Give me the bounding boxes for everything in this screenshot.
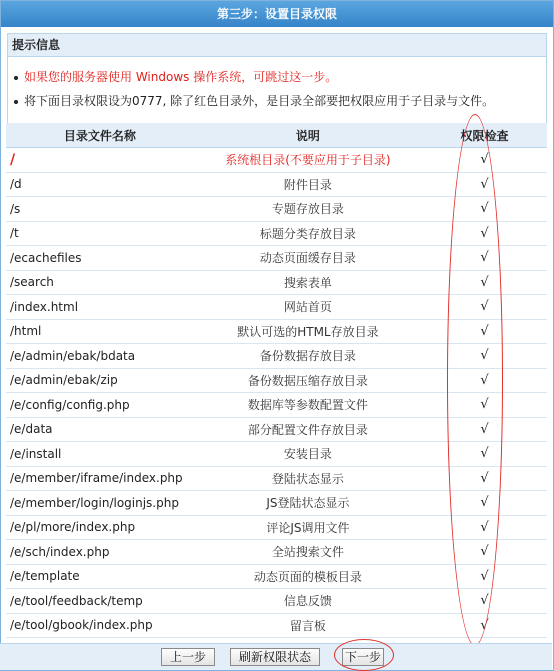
button-bar [0, 643, 552, 670]
bullet-icon [14, 100, 18, 104]
path-cell: /e/template [6, 564, 194, 589]
check-cell: √ [422, 270, 547, 295]
header-check: 权限检查 [422, 123, 547, 148]
table-row [6, 197, 547, 222]
table-row [6, 417, 547, 442]
desc-cell: 登陆状态显示 [194, 466, 422, 491]
path-cell: /search [6, 270, 194, 295]
table-row [6, 148, 547, 173]
check-cell: √ [422, 295, 547, 320]
check-cell: √ [422, 540, 547, 565]
table-row [6, 319, 547, 344]
check-cell: √ [422, 393, 547, 418]
check-cell: √ [422, 221, 547, 246]
tip-item [14, 65, 542, 89]
desc-cell: 全站搜索文件 [194, 540, 422, 565]
desc-cell: 数据库等参数配置文件 [194, 393, 422, 418]
check-cell: √ [422, 491, 547, 516]
refresh-permissions-button[interactable]: 刷新权限状态 [230, 648, 320, 666]
path-cell: /e/tool/gbook/index.php [6, 613, 194, 638]
path-cell: /e/tool/feedback/temp [6, 589, 194, 614]
desc-cell: 系统根目录(不要应用于子目录) [194, 148, 422, 173]
desc-cell: 默认可选的HTML存放目录 [194, 319, 422, 344]
check-cell: √ [422, 466, 547, 491]
check-cell: √ [422, 319, 547, 344]
desc-cell: 备份数据存放目录 [194, 344, 422, 369]
tip-item [14, 89, 542, 113]
path-cell: /e/pl/more/index.php [6, 515, 194, 540]
path-cell: /html [6, 319, 194, 344]
check-cell: √ [422, 172, 547, 197]
check-cell: √ [422, 564, 547, 589]
header-path: 目录文件名称 [6, 123, 194, 148]
table-row [6, 270, 547, 295]
table-row [6, 221, 547, 246]
table-row [6, 540, 547, 565]
next-step-button[interactable]: 下一步 [342, 648, 384, 666]
path-cell: /d [6, 172, 194, 197]
path-cell: /index.html [6, 295, 194, 320]
path-cell: /e/admin/ebak/bdata [6, 344, 194, 369]
table-row [6, 344, 547, 369]
path-cell: / [6, 148, 194, 173]
path-cell: /ecachefiles [6, 246, 194, 271]
desc-cell: 专题存放目录 [194, 197, 422, 222]
desc-cell: 部分配置文件存放目录 [194, 417, 422, 442]
desc-cell: 搜索表单 [194, 270, 422, 295]
desc-cell: 附件目录 [194, 172, 422, 197]
path-cell: /s [6, 197, 194, 222]
path-cell: /e/data [6, 417, 194, 442]
desc-cell: 信息反馈 [194, 589, 422, 614]
check-cell: √ [422, 515, 547, 540]
path-cell: /e/install [6, 442, 194, 467]
path-cell: /e/member/login/loginjs.php [6, 491, 194, 516]
check-cell: √ [422, 344, 547, 369]
table-row [6, 466, 547, 491]
path-cell: /e/config/config.php [6, 393, 194, 418]
table-row [6, 589, 547, 614]
desc-cell: 动态页面的模板目录 [194, 564, 422, 589]
permission-table [6, 123, 547, 638]
path-cell: /e/admin/ebak/zip [6, 368, 194, 393]
check-cell: √ [422, 246, 547, 271]
path-cell: /e/member/iframe/index.php [6, 466, 194, 491]
desc-cell: 标题分类存放目录 [194, 221, 422, 246]
table-row [6, 246, 547, 271]
desc-cell: 安装目录 [194, 442, 422, 467]
path-cell: /t [6, 221, 194, 246]
table-row [6, 491, 547, 516]
tip-text: 将下面目录权限设为0777, 除了红色目录外，是目录全部要把权限应用于子目录与文件。 [24, 94, 495, 108]
tips-list [8, 57, 546, 123]
check-cell: √ [422, 442, 547, 467]
header-desc: 说明 [194, 123, 422, 148]
table-row [6, 564, 547, 589]
table-row [6, 368, 547, 393]
step-title: 第三步：设置目录权限 [1, 1, 553, 27]
check-cell: √ [422, 148, 547, 173]
check-cell: √ [422, 613, 547, 638]
table-row [6, 295, 547, 320]
desc-cell: 动态页面缓存目录 [194, 246, 422, 271]
table-row [6, 172, 547, 197]
table-row [6, 393, 547, 418]
desc-cell: JS登陆状态显示 [194, 491, 422, 516]
tips-box [7, 33, 547, 124]
table-row [6, 442, 547, 467]
desc-cell: 评论JS调用文件 [194, 515, 422, 540]
table-row [6, 515, 547, 540]
check-cell: √ [422, 589, 547, 614]
desc-cell: 网站首页 [194, 295, 422, 320]
tip-text: 如果您的服务器使用 Windows 操作系统，可跳过这一步。 [24, 70, 338, 84]
bullet-icon [14, 76, 18, 80]
tips-heading: 提示信息 [8, 34, 546, 57]
desc-cell: 留言板 [194, 613, 422, 638]
path-cell: /e/sch/index.php [6, 540, 194, 565]
desc-cell: 备份数据压缩存放目录 [194, 368, 422, 393]
table-row [6, 613, 547, 638]
prev-step-button[interactable]: 上一步 [161, 648, 215, 666]
check-cell: √ [422, 368, 547, 393]
check-cell: √ [422, 417, 547, 442]
check-cell: √ [422, 197, 547, 222]
table-header-row [6, 123, 547, 148]
